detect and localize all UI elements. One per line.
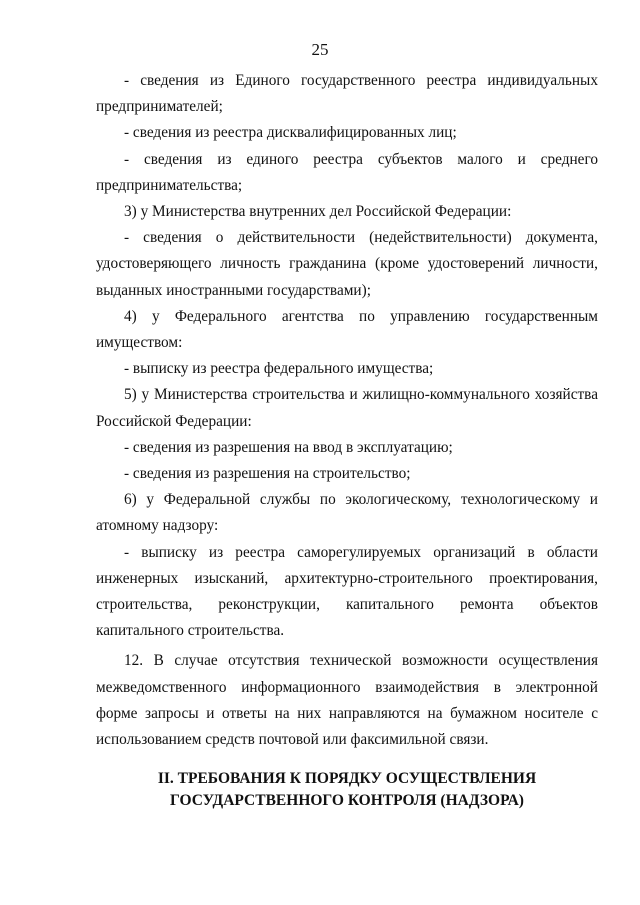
section-heading — [96, 768, 598, 812]
paragraph-disqualified-registry: - сведения из реестра дисквалифицированных лиц; — [124, 124, 457, 142]
paragraph-document-validity: - сведения о действительности (недействительности) документа, удостоверяющего личность гражданина (кроме удостоверений личности, выданных иностранными государствами); — [96, 229, 598, 299]
paragraph-mvd: 3) у Министерства внутренних дел Российской Федерации: — [124, 203, 512, 221]
section-heading-line-1: II. ТРЕБОВАНИЯ К ПОРЯДКУ ОСУЩЕСТВЛЕНИЯ — [157, 770, 537, 787]
page-number: 25 — [311, 40, 329, 59]
paragraph-construction-permit: - сведения из разрешения на строительство; — [124, 465, 411, 483]
section-heading-line-2: ГОСУДАРСТВЕННОГО КОНТРОЛЯ (НАДЗОРА) — [170, 792, 524, 809]
paragraph-commissioning-permit: - сведения из разрешения на ввод в эксплуатацию; — [124, 438, 453, 456]
paragraph-sro-registry-extract: - выписку из реестра саморегулируемых организаций в области инженерных изысканий, архитектурно-строительного проектирования, строительства, реконструкции, капитального ремонта объектов капитального строительства. — [96, 543, 598, 640]
paragraph-egrip: - сведения из Единого государственного реестра индивидуальных предпринимателей; — [96, 72, 598, 116]
document-body — [96, 68, 598, 753]
paragraph-rostekhnadzor: 6) у Федеральной службы по экологическому, технологическому и атомному надзору: — [96, 491, 598, 535]
paragraph-sme-registry: - сведения из единого реестра субъектов малого и среднего предпринимательства; — [96, 150, 598, 194]
paragraph-clause-12: 12. В случае отсутствия технической возможности осуществления межведомственного информационного взаимодействия в электронной форме запросы и ответы на них направляются на бумажном носителе с использованием средств почтовой или факсимильной связи. — [96, 652, 598, 749]
paragraph-rosimushchestvo: 4) у Федерального агентства по управлению государственным имуществом: — [96, 307, 598, 352]
paragraph-minstroy: 5) у Министерства строительства и жилищно-коммунального хозяйства Российской Федерации: — [96, 386, 598, 430]
paragraph-federal-property-extract: - выписку из реестра федерального имущества; — [124, 360, 434, 378]
